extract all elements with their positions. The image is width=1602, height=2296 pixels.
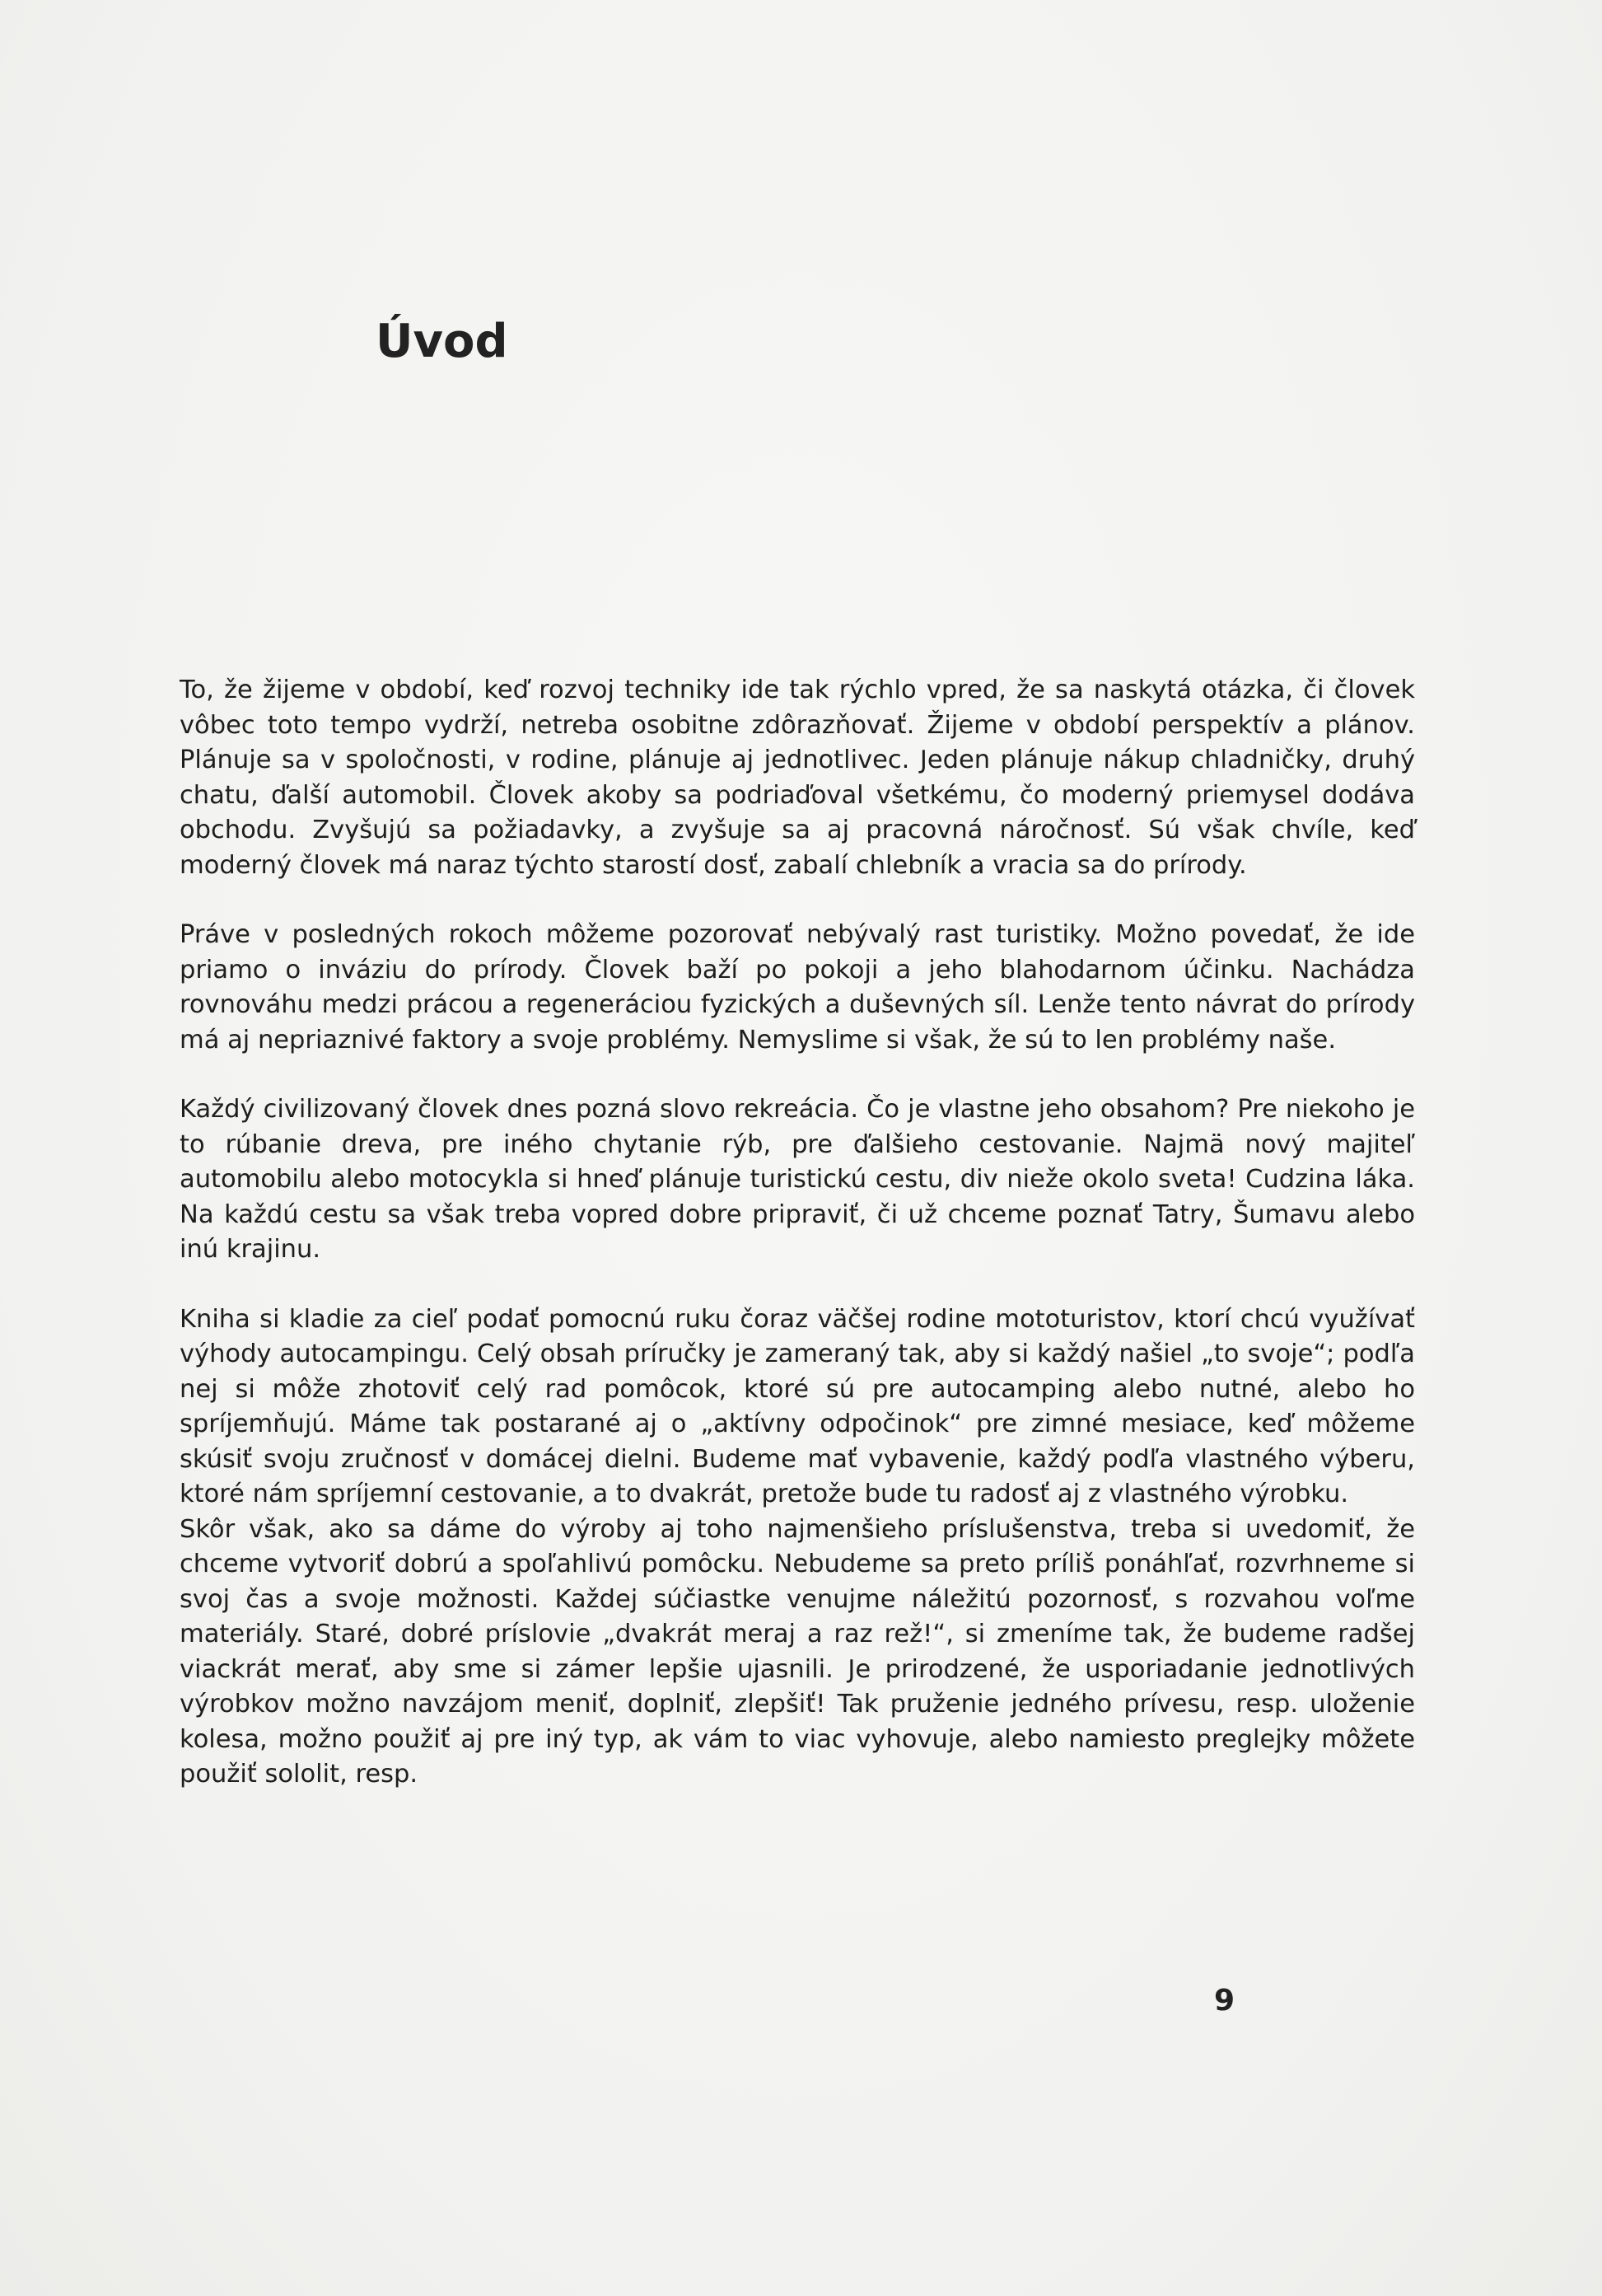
- paragraph-4: Kniha si kladie za cieľ podať pomocnú ruku čoraz väčšej rodine mototuristov, ktorí chcú využívať výhody autocampingu. Celý obsah príručky je zameraný tak, aby si každý našiel „to svoje“; podľa nej si môže zhotoviť celý rad pomôcok, ktoré sú pre autocamping alebo nutné, alebo ho spríjemňujú. Máme tak postarané aj o „aktívny odpočinok“ pre zimné mesiace, keď môžeme skúsiť svoju zručnosť v domácej dielni. Budeme mať vybavenie, každý podľa vlastného výberu, ktoré nám spríjemní cestovanie, a to dvakrát, pretože bude tu radosť aj z vlastného výrobku.: [180, 1304, 1415, 1508]
- paragraph-3: Každý civilizovaný človek dnes pozná slovo rekreácia. Čo je vlastne jeho obsahom? Pre niekoho je to rúbanie dreva, pre iného chytanie rýb, pre ďalšieho cestovanie. Najmä nový majiteľ automobilu alebo motocykla si hneď plánuje turistickú cestu, div nieže okolo sveta! Cudzina láka. Na každú cestu sa však treba vopred dobre pripraviť, či už chceme poznať Tatry, Šumavu alebo inú krajinu.: [180, 1095, 1415, 1264]
- paragraph-1: To, že žijeme v období, keď rozvoj techniky ide tak rýchlo vpred, že sa naskytá otázka, či človek vôbec toto tempo vydrží, netreba osobitne zdôrazňovať. Žijeme v období perspektív a plánov. Plánuje sa v spoločnosti, v rodine, plánuje aj jednotlivec. Jeden plánuje nákup chladničky, druhý chatu, ďalší automobil. Človek akoby sa podriaďoval všetkému, čo moderný priemysel dodáva obchodu. Zvyšujú sa požiadavky, a zvyšuje sa aj pracovná náročnosť. Sú však chvíle, keď moderný človek má naraz týchto starostí dosť, zabalí chlebník a vracia sa do prírody.: [180, 676, 1415, 880]
- chapter-title: Úvod: [376, 315, 508, 368]
- body-text: [180, 673, 1415, 1793]
- page-number: 9: [1214, 1984, 1235, 2018]
- paragraph-5: Skôr však, ako sa dáme do výroby aj toho najmenšieho príslušenstva, treba si uvedomiť, že chceme vytvoriť dobrú a spoľahlivú pomôcku. Nebudeme sa preto príliš ponáhľať, rozvrhneme si svoj čas a svoje možnosti. Každej súčiastke venujme náležitú pozornosť, s rozvahou voľme materiály. Staré, dobré príslovie „dvakrát meraj a raz rež!“, si zmeníme tak, že budeme radšej viackrát merať, aby sme si zámer lepšie ujasnili. Je prirodzené, že usporiadanie jednotlivých výrobkov možno navzájom meniť, doplniť, zlepšiť! Tak pruženie jedného prívesu, resp. uloženie kolesa, možno použiť aj pre iný typ, ak vám to viac vyhovuje, alebo namiesto preglejky môžete použiť sololit, resp.: [180, 1514, 1415, 1789]
- paragraph-2: Práve v posledných rokoch môžeme pozorovať nebývalý rast turistiky. Možno povedať, že ide priamo o inváziu do prírody. Človek baží po pokoji a jeho blahodarnom účinku. Nachádza rovnováhu medzi prácou a regeneráciou fyzických a duševných síl. Lenže tento návrat do prírody má aj nepriaznivé faktory a svoje problémy. Nemyslime si však, že sú to len problémy naše.: [180, 920, 1415, 1054]
